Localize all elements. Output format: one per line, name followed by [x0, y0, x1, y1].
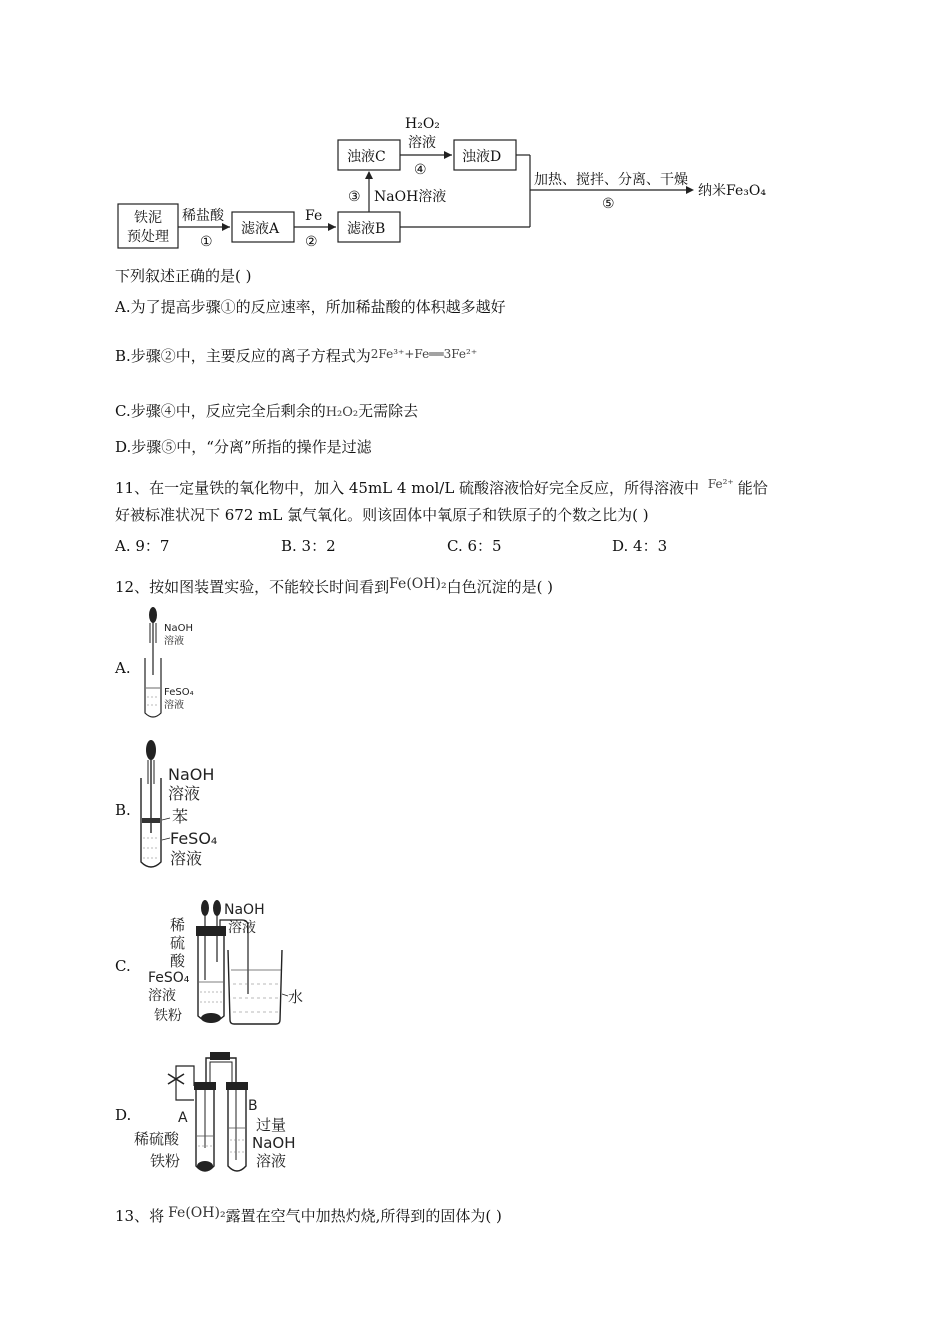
q12-option-b-label: B.: [115, 801, 131, 819]
q13-formula: Fe(OH)₂: [168, 1205, 226, 1221]
step2-reagent: Fe: [305, 208, 323, 224]
q11-line1: [115, 474, 768, 498]
q13-prompt: [115, 1203, 502, 1226]
fig-a-naoh: NaOH: [164, 623, 193, 634]
box-iron-mud-line2: 预处理: [127, 229, 169, 245]
q13-prompt-tail: 露置在空气中加热灼烧,所得到的固体为( ): [225, 1207, 502, 1225]
q10-option-d: D.步骤⑤中，“分离”所指的操作是过滤: [115, 438, 372, 456]
fig-d-iron-powder: 铁粉: [150, 1152, 181, 1170]
q12-figure-a: [128, 603, 213, 723]
box-turbid-d: 浊液D: [462, 149, 502, 165]
step5-text: 加热、搅拌、分离、干燥: [534, 172, 688, 188]
step3-reagent: NaOH溶液: [374, 189, 447, 205]
box-iron-mud-line1: 铁泥: [134, 210, 162, 226]
box-turbid-c: 浊液C: [347, 149, 386, 165]
step4-reagent-line2: 溶液: [408, 135, 436, 151]
fig-a-naoh-solution: 溶液: [164, 636, 184, 647]
q12-figure-b: [128, 738, 238, 878]
q13-prompt-text: 13、将: [115, 1207, 165, 1225]
fig-b-feso4: FeSO₄: [170, 829, 218, 848]
box-filtrate-b: 滤液B: [347, 221, 386, 237]
step4-reagent-line1: H₂O₂: [405, 116, 440, 132]
fig-a-feso4-solution: 溶液: [164, 700, 184, 711]
q11-line1-text: 11、在一定量铁的氧化物中，加入 45mL 4 mol/L 硫酸溶液恰好完全反应，所得溶液中: [115, 479, 700, 497]
fig-a-feso4: FeSO₄: [164, 687, 194, 698]
q10-option-b-text: B.步骤②中，主要反应的离子方程式为: [115, 347, 371, 365]
process-flowchart: [112, 112, 812, 257]
fig-b-naoh-solution: 溶液: [168, 784, 201, 803]
fig-b-benzene: 苯: [172, 807, 189, 826]
fig-d-naoh-solution: 溶液: [256, 1152, 287, 1170]
fig-d-acid: 稀硫酸: [134, 1130, 180, 1148]
q10-option-c-formula: H₂O₂: [325, 405, 359, 420]
q10-prompt: 下列叙述正确的是( ): [115, 267, 252, 285]
fig-b-naoh: NaOH: [168, 765, 215, 784]
q12-option-c-label: C.: [115, 957, 131, 975]
q11-option-d: D. 4：3: [612, 537, 668, 555]
q11-line2: 好被标准状况下 672 mL 氯气氧化。则该固体中氧原子和铁原子的个数之比为( ): [115, 506, 649, 524]
fig-d-excess: 过量: [256, 1116, 287, 1134]
fig-c-naoh: NaOH: [224, 902, 265, 918]
q10-option-c: [115, 401, 418, 423]
q11-option-a: A. 9：7: [115, 537, 170, 555]
q12-prompt-tail: 白色沉淀的是( ): [446, 578, 554, 596]
fig-c-feso4: FeSO₄: [148, 970, 190, 986]
fig-c-water: 水: [288, 988, 304, 1006]
q10-option-b-equation: 2Fe³⁺+Fe══3Fe²⁺: [370, 347, 478, 361]
product-label: 纳米Fe₃O₄: [698, 183, 766, 199]
q12-prompt-text: 12、按如图装置实验，不能较长时间看到: [115, 578, 390, 596]
step1-reagent: 稀盐酸: [182, 208, 224, 224]
fig-d-tube-a: A: [178, 1110, 188, 1126]
q11-ion: Fe²⁺: [707, 477, 734, 491]
q10-option-a: A.为了提高步骤①的反应速率，所加稀盐酸的体积越多越好: [115, 298, 506, 316]
q12-option-d-label: D.: [115, 1106, 132, 1124]
q12-formula: Fe(OH)₂: [389, 576, 447, 592]
fig-d-tube-b: B: [248, 1098, 258, 1114]
box-filtrate-a: 滤液A: [241, 221, 280, 237]
fig-c-acid-2: 硫: [170, 934, 186, 952]
q12-prompt: [115, 574, 553, 597]
fig-c-acid-1: 稀: [170, 916, 186, 934]
fig-c-iron-powder: 铁粉: [154, 1008, 182, 1024]
q11-option-b: B. 3：2: [281, 537, 336, 555]
q10-option-b: [115, 344, 477, 366]
q10-option-c-text: C.步骤④中，反应完全后剩余的: [115, 402, 326, 420]
q11-option-c: C. 6：5: [447, 537, 502, 555]
q12-figure-c: [140, 892, 310, 1032]
step5-number: ⑤: [602, 196, 615, 212]
step3-number: ③: [348, 189, 361, 205]
fig-b-feso4-solution: 溶液: [170, 849, 203, 868]
step2-number: ②: [305, 234, 318, 250]
q12-option-a-label: A.: [115, 659, 131, 677]
fig-c-naoh-solution: 溶液: [228, 920, 256, 936]
fig-c-acid-3: 酸: [170, 952, 186, 970]
step4-number: ④: [414, 162, 427, 178]
q12-figure-d: [128, 1048, 313, 1178]
q11-line1-tail: 能恰: [737, 479, 768, 497]
fig-d-naoh: NaOH: [252, 1134, 296, 1152]
q10-option-c-tail: 无需除去: [358, 402, 419, 420]
fig-c-feso4-solution: 溶液: [148, 988, 176, 1004]
step1-number: ①: [200, 234, 213, 250]
